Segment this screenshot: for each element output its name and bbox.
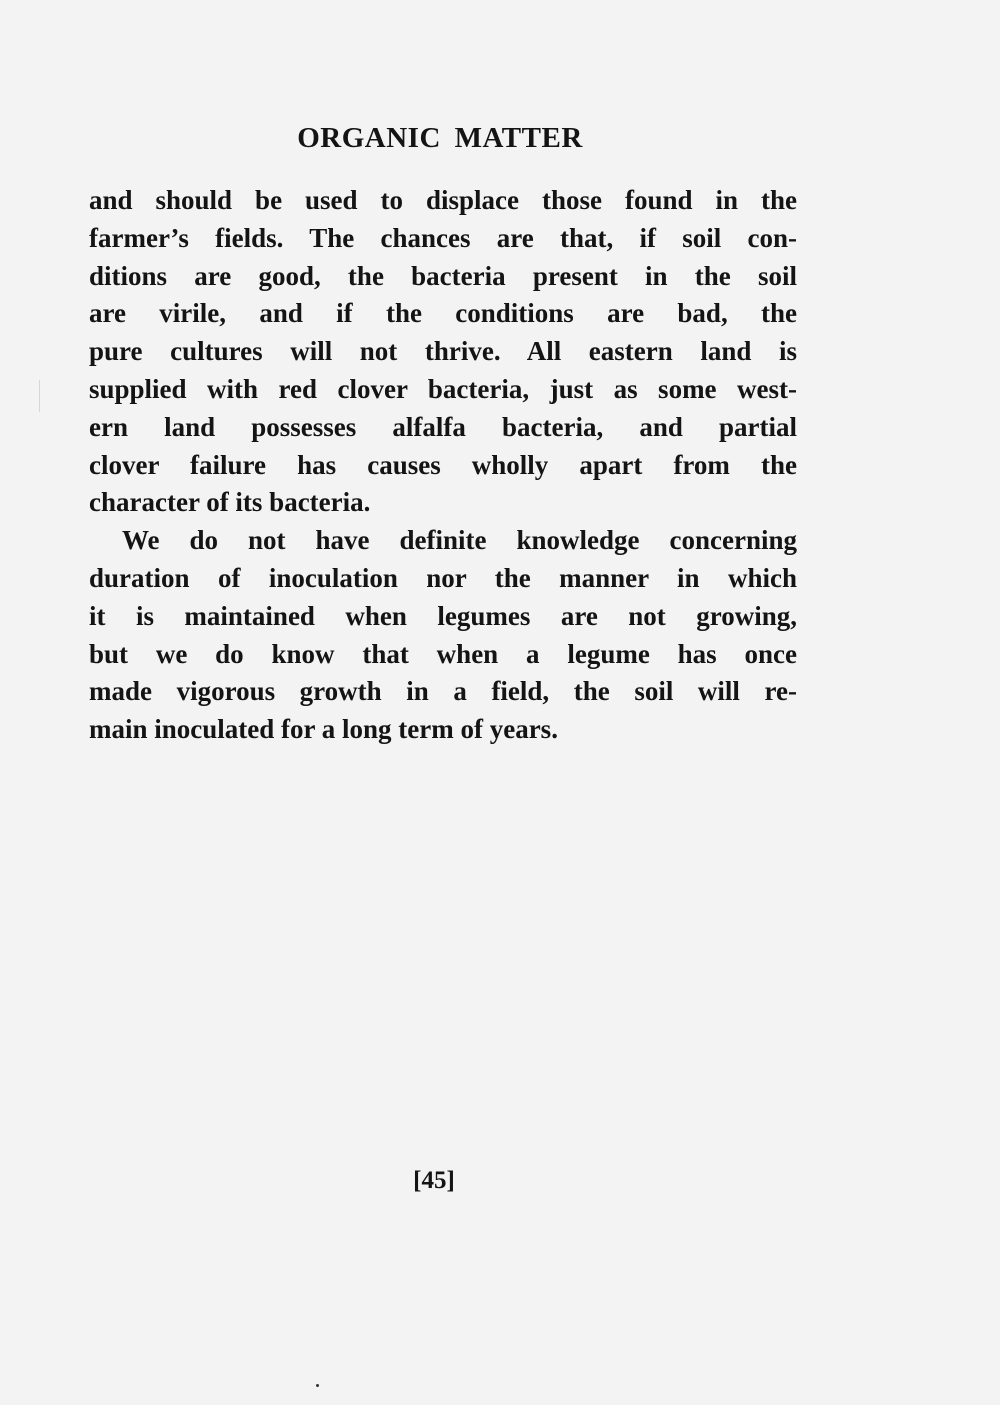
text-line: supplied with red clover bacteria, just as some west- <box>89 373 797 404</box>
text-line: and should be used to displace those found in the <box>89 185 797 215</box>
body-text <box>89 182 797 749</box>
text-line: main inoculated for a long term of years. <box>89 714 558 745</box>
text-line: ern land possesses alfalfa bacteria, and partial <box>89 411 797 442</box>
running-head: ORGANIC MATTER <box>297 122 583 154</box>
ink-speck <box>316 1384 319 1387</box>
text-line: are virile, and if the conditions are bad, the <box>89 298 797 329</box>
text-line: We do not have definite knowledge concerning <box>122 525 797 556</box>
text-line: pure cultures will not thrive. All eastern land is <box>89 336 797 367</box>
page-number: [45] <box>413 1167 455 1194</box>
text-line: farmer’s fields. The chances are that, if soil con- <box>89 222 797 253</box>
text-line: made vigorous growth in a field, the soil will re- <box>89 676 797 707</box>
text-line: but we do know that when a legume has once <box>89 638 797 669</box>
text-line: clover failure has causes wholly apart from the <box>89 449 797 480</box>
text-line: ditions are good, the bacteria present in the soil <box>89 260 797 291</box>
text-line: duration of inoculation nor the manner in which <box>89 562 797 593</box>
margin-mark <box>39 380 40 412</box>
text-line: character of its bacteria. <box>89 487 371 518</box>
text-line: it is maintained when legumes are not growing, <box>89 600 797 631</box>
